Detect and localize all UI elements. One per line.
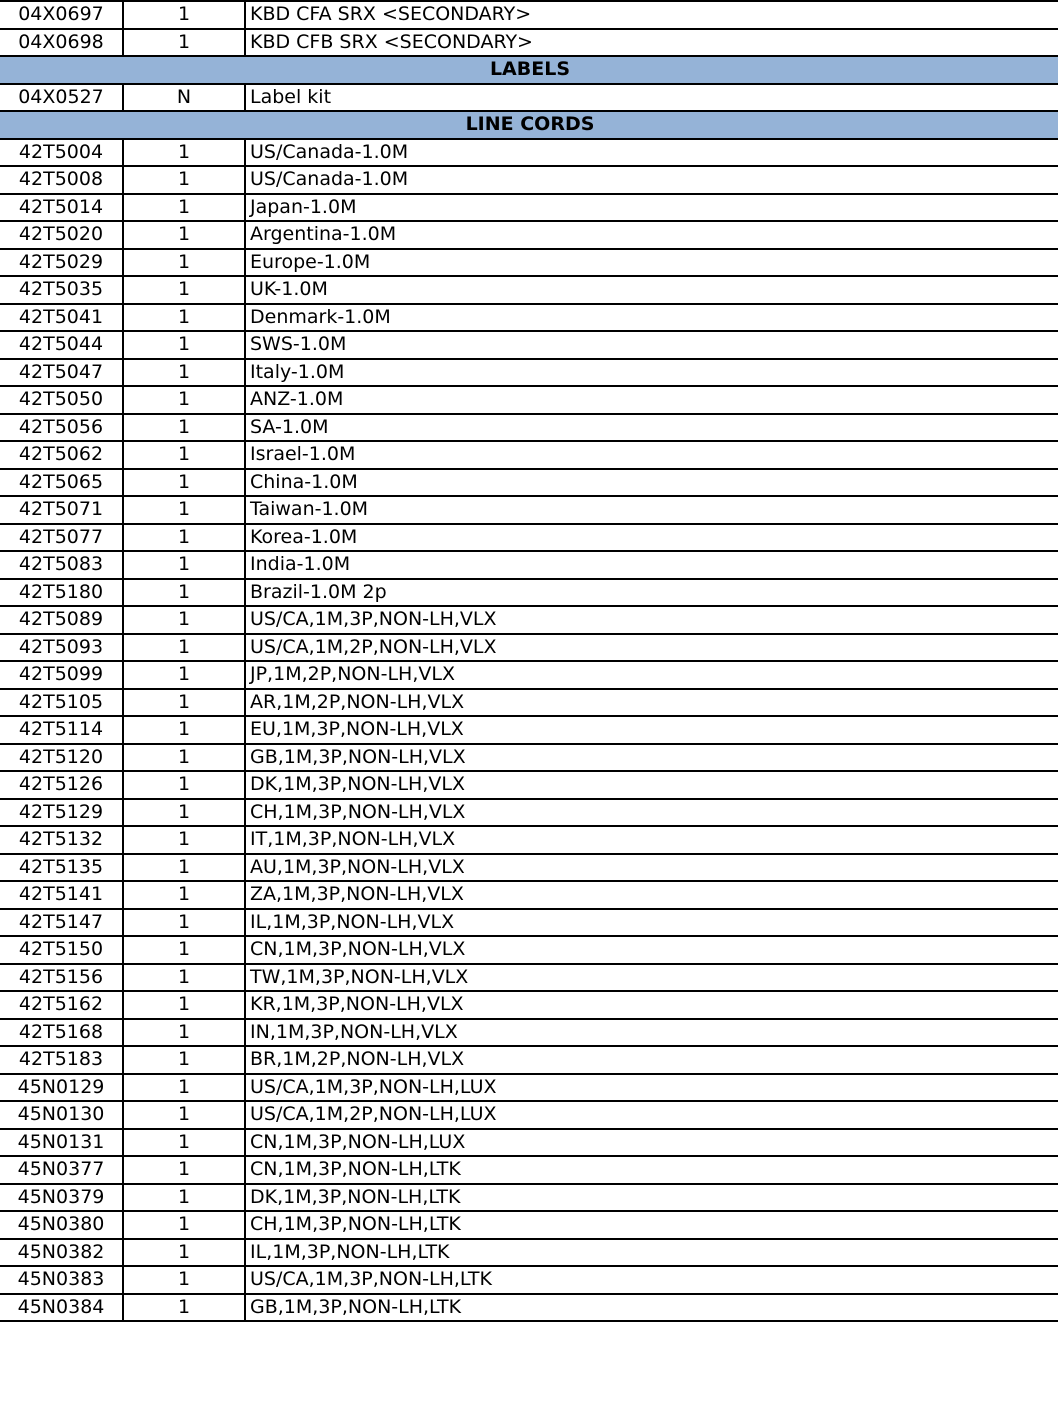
table-row <box>0 909 1058 937</box>
description-cell[interactable]: AR,1M,2P,NON-LH,VLX <box>245 689 1058 717</box>
table-row <box>0 194 1058 222</box>
part-number-cell[interactable]: 42T5077 <box>0 524 123 552</box>
description-cell[interactable]: US/CA,1M,2P,NON-LH,VLX <box>245 634 1058 662</box>
part-number-cell[interactable]: 42T5008 <box>0 166 123 194</box>
part-number-cell[interactable]: 42T5047 <box>0 359 123 387</box>
part-number-cell[interactable]: 42T5029 <box>0 249 123 277</box>
section-header-row <box>0 111 1058 139</box>
quantity-cell[interactable]: 1 <box>123 991 245 1019</box>
parts-table-body <box>0 1 1058 1321</box>
quantity-cell[interactable]: 1 <box>123 854 245 882</box>
part-number-cell[interactable]: 42T5056 <box>0 414 123 442</box>
table-row <box>0 1211 1058 1239</box>
description-cell[interactable]: CN,1M,3P,NON-LH,LUX <box>245 1129 1058 1157</box>
part-number-cell[interactable]: 42T5105 <box>0 689 123 717</box>
table-row <box>0 1046 1058 1074</box>
description-cell[interactable]: US/CA,1M,3P,NON-LH,VLX <box>245 606 1058 634</box>
quantity-cell[interactable]: 1 <box>123 606 245 634</box>
table-row <box>0 551 1058 579</box>
description-cell[interactable]: US/CA,1M,3P,NON-LH,LTK <box>245 1266 1058 1294</box>
quantity-cell[interactable]: 1 <box>123 1074 245 1102</box>
part-number-cell[interactable]: 42T5065 <box>0 469 123 497</box>
quantity-cell[interactable]: 1 <box>123 331 245 359</box>
table-row <box>0 1239 1058 1267</box>
description-cell[interactable]: US/Canada-1.0M <box>245 166 1058 194</box>
quantity-cell[interactable]: 1 <box>123 249 245 277</box>
table-row <box>0 716 1058 744</box>
description-cell[interactable]: BR,1M,2P,NON-LH,VLX <box>245 1046 1058 1074</box>
table-row <box>0 1101 1058 1129</box>
part-number-cell[interactable]: 42T5129 <box>0 799 123 827</box>
description-cell[interactable]: JP,1M,2P,NON-LH,VLX <box>245 661 1058 689</box>
table-row <box>0 441 1058 469</box>
description-cell[interactable]: KBD CFA SRX <SECONDARY> <box>245 1 1058 29</box>
part-number-cell[interactable]: 42T5050 <box>0 386 123 414</box>
quantity-cell[interactable]: 1 <box>123 441 245 469</box>
table-row <box>0 799 1058 827</box>
description-cell[interactable]: TW,1M,3P,NON-LH,VLX <box>245 964 1058 992</box>
quantity-cell[interactable]: 1 <box>123 716 245 744</box>
part-number-cell[interactable]: 42T5089 <box>0 606 123 634</box>
part-number-cell[interactable]: 42T5126 <box>0 771 123 799</box>
description-cell[interactable]: Argentina-1.0M <box>245 221 1058 249</box>
part-number-cell[interactable]: 45N0383 <box>0 1266 123 1294</box>
part-number-cell[interactable]: 45N0130 <box>0 1101 123 1129</box>
table-row <box>0 634 1058 662</box>
table-row <box>0 29 1058 57</box>
table-row <box>0 304 1058 332</box>
table-row <box>0 936 1058 964</box>
quantity-cell[interactable]: 1 <box>123 524 245 552</box>
part-number-cell[interactable]: 45N0129 <box>0 1074 123 1102</box>
description-cell[interactable]: China-1.0M <box>245 469 1058 497</box>
description-cell[interactable]: Brazil-1.0M 2p <box>245 579 1058 607</box>
quantity-cell[interactable]: 1 <box>123 771 245 799</box>
table-row <box>0 386 1058 414</box>
table-row <box>0 221 1058 249</box>
table-row <box>0 579 1058 607</box>
table-row <box>0 661 1058 689</box>
part-number-cell[interactable]: 42T5004 <box>0 139 123 167</box>
description-cell[interactable]: CN,1M,3P,NON-LH,VLX <box>245 936 1058 964</box>
description-cell[interactable]: AU,1M,3P,NON-LH,VLX <box>245 854 1058 882</box>
part-number-cell[interactable]: 45N0379 <box>0 1184 123 1212</box>
table-row <box>0 606 1058 634</box>
description-cell[interactable]: Denmark-1.0M <box>245 304 1058 332</box>
description-cell[interactable]: IL,1M,3P,NON-LH,LTK <box>245 1239 1058 1267</box>
description-cell[interactable]: ZA,1M,3P,NON-LH,VLX <box>245 881 1058 909</box>
description-cell[interactable]: US/Canada-1.0M <box>245 139 1058 167</box>
quantity-cell[interactable]: 1 <box>123 194 245 222</box>
part-number-cell[interactable]: 45N0131 <box>0 1129 123 1157</box>
section-title: LINE CORDS <box>0 111 1058 139</box>
table-row <box>0 359 1058 387</box>
table-row <box>0 1129 1058 1157</box>
part-number-cell[interactable]: 42T5156 <box>0 964 123 992</box>
table-row <box>0 991 1058 1019</box>
quantity-cell[interactable]: 1 <box>123 139 245 167</box>
quantity-cell[interactable]: 1 <box>123 551 245 579</box>
table-row <box>0 166 1058 194</box>
description-cell[interactable]: IT,1M,3P,NON-LH,VLX <box>245 826 1058 854</box>
description-cell[interactable]: Korea-1.0M <box>245 524 1058 552</box>
quantity-cell[interactable]: 1 <box>123 661 245 689</box>
part-number-cell[interactable]: 45N0384 <box>0 1294 123 1322</box>
quantity-cell[interactable]: 1 <box>123 936 245 964</box>
part-number-cell[interactable]: 45N0377 <box>0 1156 123 1184</box>
part-number-cell[interactable]: 42T5071 <box>0 496 123 524</box>
table-row <box>0 1019 1058 1047</box>
part-number-cell[interactable]: 42T5041 <box>0 304 123 332</box>
quantity-cell[interactable]: 1 <box>123 1239 245 1267</box>
quantity-cell[interactable]: 1 <box>123 496 245 524</box>
quantity-cell[interactable]: 1 <box>123 826 245 854</box>
description-cell[interactable]: CH,1M,3P,NON-LH,LTK <box>245 1211 1058 1239</box>
table-row <box>0 524 1058 552</box>
section-header-row <box>0 56 1058 84</box>
quantity-cell[interactable]: 1 <box>123 166 245 194</box>
part-number-cell[interactable]: 42T5020 <box>0 221 123 249</box>
quantity-cell[interactable]: 1 <box>123 1156 245 1184</box>
part-number-cell[interactable]: 42T5141 <box>0 881 123 909</box>
part-number-cell[interactable]: 45N0382 <box>0 1239 123 1267</box>
quantity-cell[interactable]: 1 <box>123 634 245 662</box>
quantity-cell[interactable]: 1 <box>123 744 245 772</box>
description-cell[interactable]: EU,1M,3P,NON-LH,VLX <box>245 716 1058 744</box>
table-row <box>0 496 1058 524</box>
part-number-cell[interactable]: 42T5114 <box>0 716 123 744</box>
quantity-cell[interactable]: 1 <box>123 276 245 304</box>
quantity-cell[interactable]: 1 <box>123 221 245 249</box>
table-row <box>0 1184 1058 1212</box>
description-cell[interactable]: KBD CFB SRX <SECONDARY> <box>245 29 1058 57</box>
table-row <box>0 771 1058 799</box>
quantity-cell[interactable]: 1 <box>123 386 245 414</box>
table-row <box>0 1156 1058 1184</box>
table-row <box>0 84 1058 112</box>
description-cell[interactable]: CH,1M,3P,NON-LH,VLX <box>245 799 1058 827</box>
description-cell[interactable]: IL,1M,3P,NON-LH,VLX <box>245 909 1058 937</box>
part-number-cell[interactable]: 42T5183 <box>0 1046 123 1074</box>
description-cell[interactable]: Label kit <box>245 84 1058 112</box>
description-cell[interactable]: Europe-1.0M <box>245 249 1058 277</box>
description-cell[interactable]: SA-1.0M <box>245 414 1058 442</box>
table-row <box>0 826 1058 854</box>
quantity-cell[interactable]: 1 <box>123 414 245 442</box>
quantity-cell[interactable]: 1 <box>123 304 245 332</box>
quantity-cell[interactable]: 1 <box>123 689 245 717</box>
quantity-cell[interactable]: 1 <box>123 579 245 607</box>
part-number-cell[interactable]: 42T5035 <box>0 276 123 304</box>
table-row <box>0 1 1058 29</box>
table-row <box>0 139 1058 167</box>
part-number-cell[interactable]: 42T5099 <box>0 661 123 689</box>
description-cell[interactable]: India-1.0M <box>245 551 1058 579</box>
quantity-cell[interactable]: 1 <box>123 1129 245 1157</box>
description-cell[interactable]: Japan-1.0M <box>245 194 1058 222</box>
description-cell[interactable]: US/CA,1M,3P,NON-LH,LUX <box>245 1074 1058 1102</box>
quantity-cell[interactable]: 1 <box>123 799 245 827</box>
quantity-cell[interactable]: 1 <box>123 1211 245 1239</box>
part-number-cell[interactable]: 42T5168 <box>0 1019 123 1047</box>
quantity-cell[interactable]: 1 <box>123 1046 245 1074</box>
table-row <box>0 689 1058 717</box>
table-row <box>0 469 1058 497</box>
part-number-cell[interactable]: 42T5083 <box>0 551 123 579</box>
part-number-cell[interactable]: 42T5014 <box>0 194 123 222</box>
part-number-cell[interactable]: 42T5150 <box>0 936 123 964</box>
description-cell[interactable]: Italy-1.0M <box>245 359 1058 387</box>
description-cell[interactable]: CN,1M,3P,NON-LH,LTK <box>245 1156 1058 1184</box>
quantity-cell[interactable]: 1 <box>123 1101 245 1129</box>
part-number-cell[interactable]: 42T5044 <box>0 331 123 359</box>
quantity-cell[interactable]: 1 <box>123 1266 245 1294</box>
quantity-cell[interactable]: 1 <box>123 1294 245 1322</box>
table-row <box>0 1266 1058 1294</box>
quantity-cell[interactable]: 1 <box>123 964 245 992</box>
part-number-cell[interactable]: 04X0698 <box>0 29 123 57</box>
description-cell[interactable]: DK,1M,3P,NON-LH,LTK <box>245 1184 1058 1212</box>
description-cell[interactable]: US/CA,1M,2P,NON-LH,LUX <box>245 1101 1058 1129</box>
table-row <box>0 276 1058 304</box>
part-number-cell[interactable]: 42T5162 <box>0 991 123 1019</box>
quantity-cell[interactable]: 1 <box>123 1 245 29</box>
quantity-cell[interactable]: 1 <box>123 29 245 57</box>
quantity-cell[interactable]: 1 <box>123 1184 245 1212</box>
part-number-cell[interactable]: 42T5093 <box>0 634 123 662</box>
table-row <box>0 1294 1058 1322</box>
table-row <box>0 881 1058 909</box>
quantity-cell[interactable]: 1 <box>123 1019 245 1047</box>
description-cell[interactable]: ANZ-1.0M <box>245 386 1058 414</box>
part-number-cell[interactable]: 42T5180 <box>0 579 123 607</box>
part-number-cell[interactable]: 42T5132 <box>0 826 123 854</box>
part-number-cell[interactable]: 45N0380 <box>0 1211 123 1239</box>
quantity-cell[interactable]: 1 <box>123 881 245 909</box>
part-number-cell[interactable]: 42T5135 <box>0 854 123 882</box>
table-row <box>0 414 1058 442</box>
description-cell[interactable]: IN,1M,3P,NON-LH,VLX <box>245 1019 1058 1047</box>
quantity-cell[interactable]: 1 <box>123 469 245 497</box>
description-cell[interactable]: GB,1M,3P,NON-LH,LTK <box>245 1294 1058 1322</box>
description-cell[interactable]: SWS-1.0M <box>245 331 1058 359</box>
part-number-cell[interactable]: 42T5120 <box>0 744 123 772</box>
part-number-cell[interactable]: 04X0697 <box>0 1 123 29</box>
description-cell[interactable]: Taiwan-1.0M <box>245 496 1058 524</box>
table-row <box>0 854 1058 882</box>
description-cell[interactable]: UK-1.0M <box>245 276 1058 304</box>
table-row <box>0 744 1058 772</box>
description-cell[interactable]: KR,1M,3P,NON-LH,VLX <box>245 991 1058 1019</box>
quantity-cell[interactable]: 1 <box>123 359 245 387</box>
description-cell[interactable]: Israel-1.0M <box>245 441 1058 469</box>
table-row <box>0 1074 1058 1102</box>
quantity-cell[interactable]: 1 <box>123 909 245 937</box>
part-number-cell[interactable]: 04X0527 <box>0 84 123 112</box>
table-row <box>0 249 1058 277</box>
part-number-cell[interactable]: 42T5147 <box>0 909 123 937</box>
quantity-cell[interactable]: N <box>123 84 245 112</box>
part-number-cell[interactable]: 42T5062 <box>0 441 123 469</box>
description-cell[interactable]: DK,1M,3P,NON-LH,VLX <box>245 771 1058 799</box>
table-row <box>0 964 1058 992</box>
table-row <box>0 331 1058 359</box>
description-cell[interactable]: GB,1M,3P,NON-LH,VLX <box>245 744 1058 772</box>
section-title: LABELS <box>0 56 1058 84</box>
